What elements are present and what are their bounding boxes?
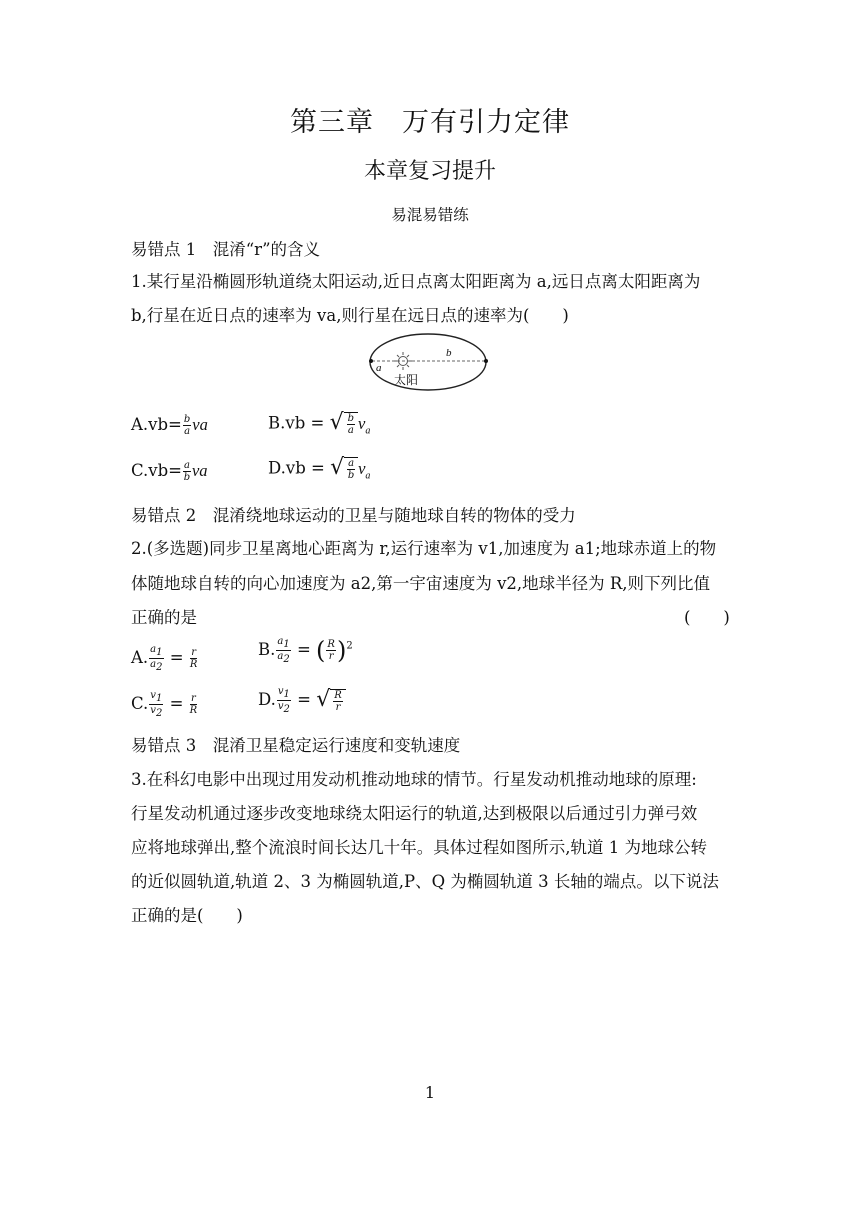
q2-answer-paren: ( ) bbox=[684, 608, 730, 627]
point2-heading: 易错点 2 混淆绕地球运动的卫星与随地球自转的物体的受力 bbox=[131, 506, 576, 525]
q1-line2: b,行星在近日点的速率为 va,则行星在远日点的速率为( ) bbox=[131, 306, 569, 325]
page-number: 1 bbox=[424, 1083, 436, 1102]
q1-line1: 1.某行星沿椭圆形轨道绕太阳运动,近日点离太阳距离为 a,远日点离太阳距离为 bbox=[131, 272, 701, 291]
q2-option-c[interactable]: C. $\frac{v_1}{v_2}$ = $\frac{r}{R}$ bbox=[131, 690, 198, 719]
q3-line3: 应将地球弹出,整个流浪时间长达几十年。具体过程如图所示,轨道 1 为地球公转 bbox=[131, 838, 707, 857]
q1-option-a[interactable]: A.vb= $\frac{b}{a}$ va bbox=[131, 414, 208, 437]
section-title: 易混易错练 bbox=[391, 206, 469, 224]
orbit-figure bbox=[366, 330, 492, 396]
q3-line2: 行星发动机通过逐步改变地球绕太阳运行的轨道,达到极限以后通过引力弹弓效 bbox=[131, 804, 698, 823]
q2-option-d[interactable]: D. $\frac{v_1}{v_2}$ = √ $\frac{R}{r}$ bbox=[258, 686, 346, 715]
chapter-title: 第三章 万有引力定律 bbox=[290, 107, 570, 138]
q3-line5: 正确的是( ) bbox=[131, 906, 243, 925]
q2-line2: 体随地球自转的向心加速度为 a2,第一宇宙速度为 v2,地球半径为 R,则下列比值 bbox=[131, 574, 711, 593]
review-title: 本章复习提升 bbox=[363, 159, 496, 184]
q2-line1: 2.(多选题)同步卫星离地心距离为 r,运行速率为 v1,加速度为 a1;地球赤道上的物 bbox=[131, 539, 717, 558]
label-b: b bbox=[446, 347, 452, 359]
q2-option-a[interactable]: A. $\frac{a_1}{a_2}$ = $\frac{r}{R}$ bbox=[131, 644, 198, 673]
q1-option-c[interactable]: C.vb= $\frac{a}{b}$ va bbox=[131, 460, 208, 483]
label-a: a bbox=[376, 362, 382, 374]
q1-option-d[interactable]: D.vb = √ $\frac{a}{b}$ $v_a$ bbox=[268, 455, 371, 481]
q2-line3: 正确的是 bbox=[131, 608, 197, 627]
q3-line1: 3.在科幻电影中出现过用发动机推动地球的情节。行星发动机推动地球的原理: bbox=[131, 770, 697, 789]
q1-option-b[interactable]: B.vb = √ $\frac{b}{a}$ $v_a$ bbox=[268, 410, 371, 436]
label-sun: 太阳 bbox=[394, 373, 419, 387]
q3-line4: 的近似圆轨道,轨道 2、3 为椭圆轨道,P、Q 为椭圆轨道 3 长轴的端点。以下说法 bbox=[131, 872, 719, 891]
point1-heading: 易错点 1 混淆“r”的含义 bbox=[131, 240, 321, 259]
q2-option-b[interactable]: B. $\frac{a_1}{a_2}$ = ( $\frac{R}{r}$ )$^2$ bbox=[258, 636, 353, 665]
point3-heading: 易错点 3 混淆卫星稳定运行速度和变轨速度 bbox=[131, 736, 461, 755]
